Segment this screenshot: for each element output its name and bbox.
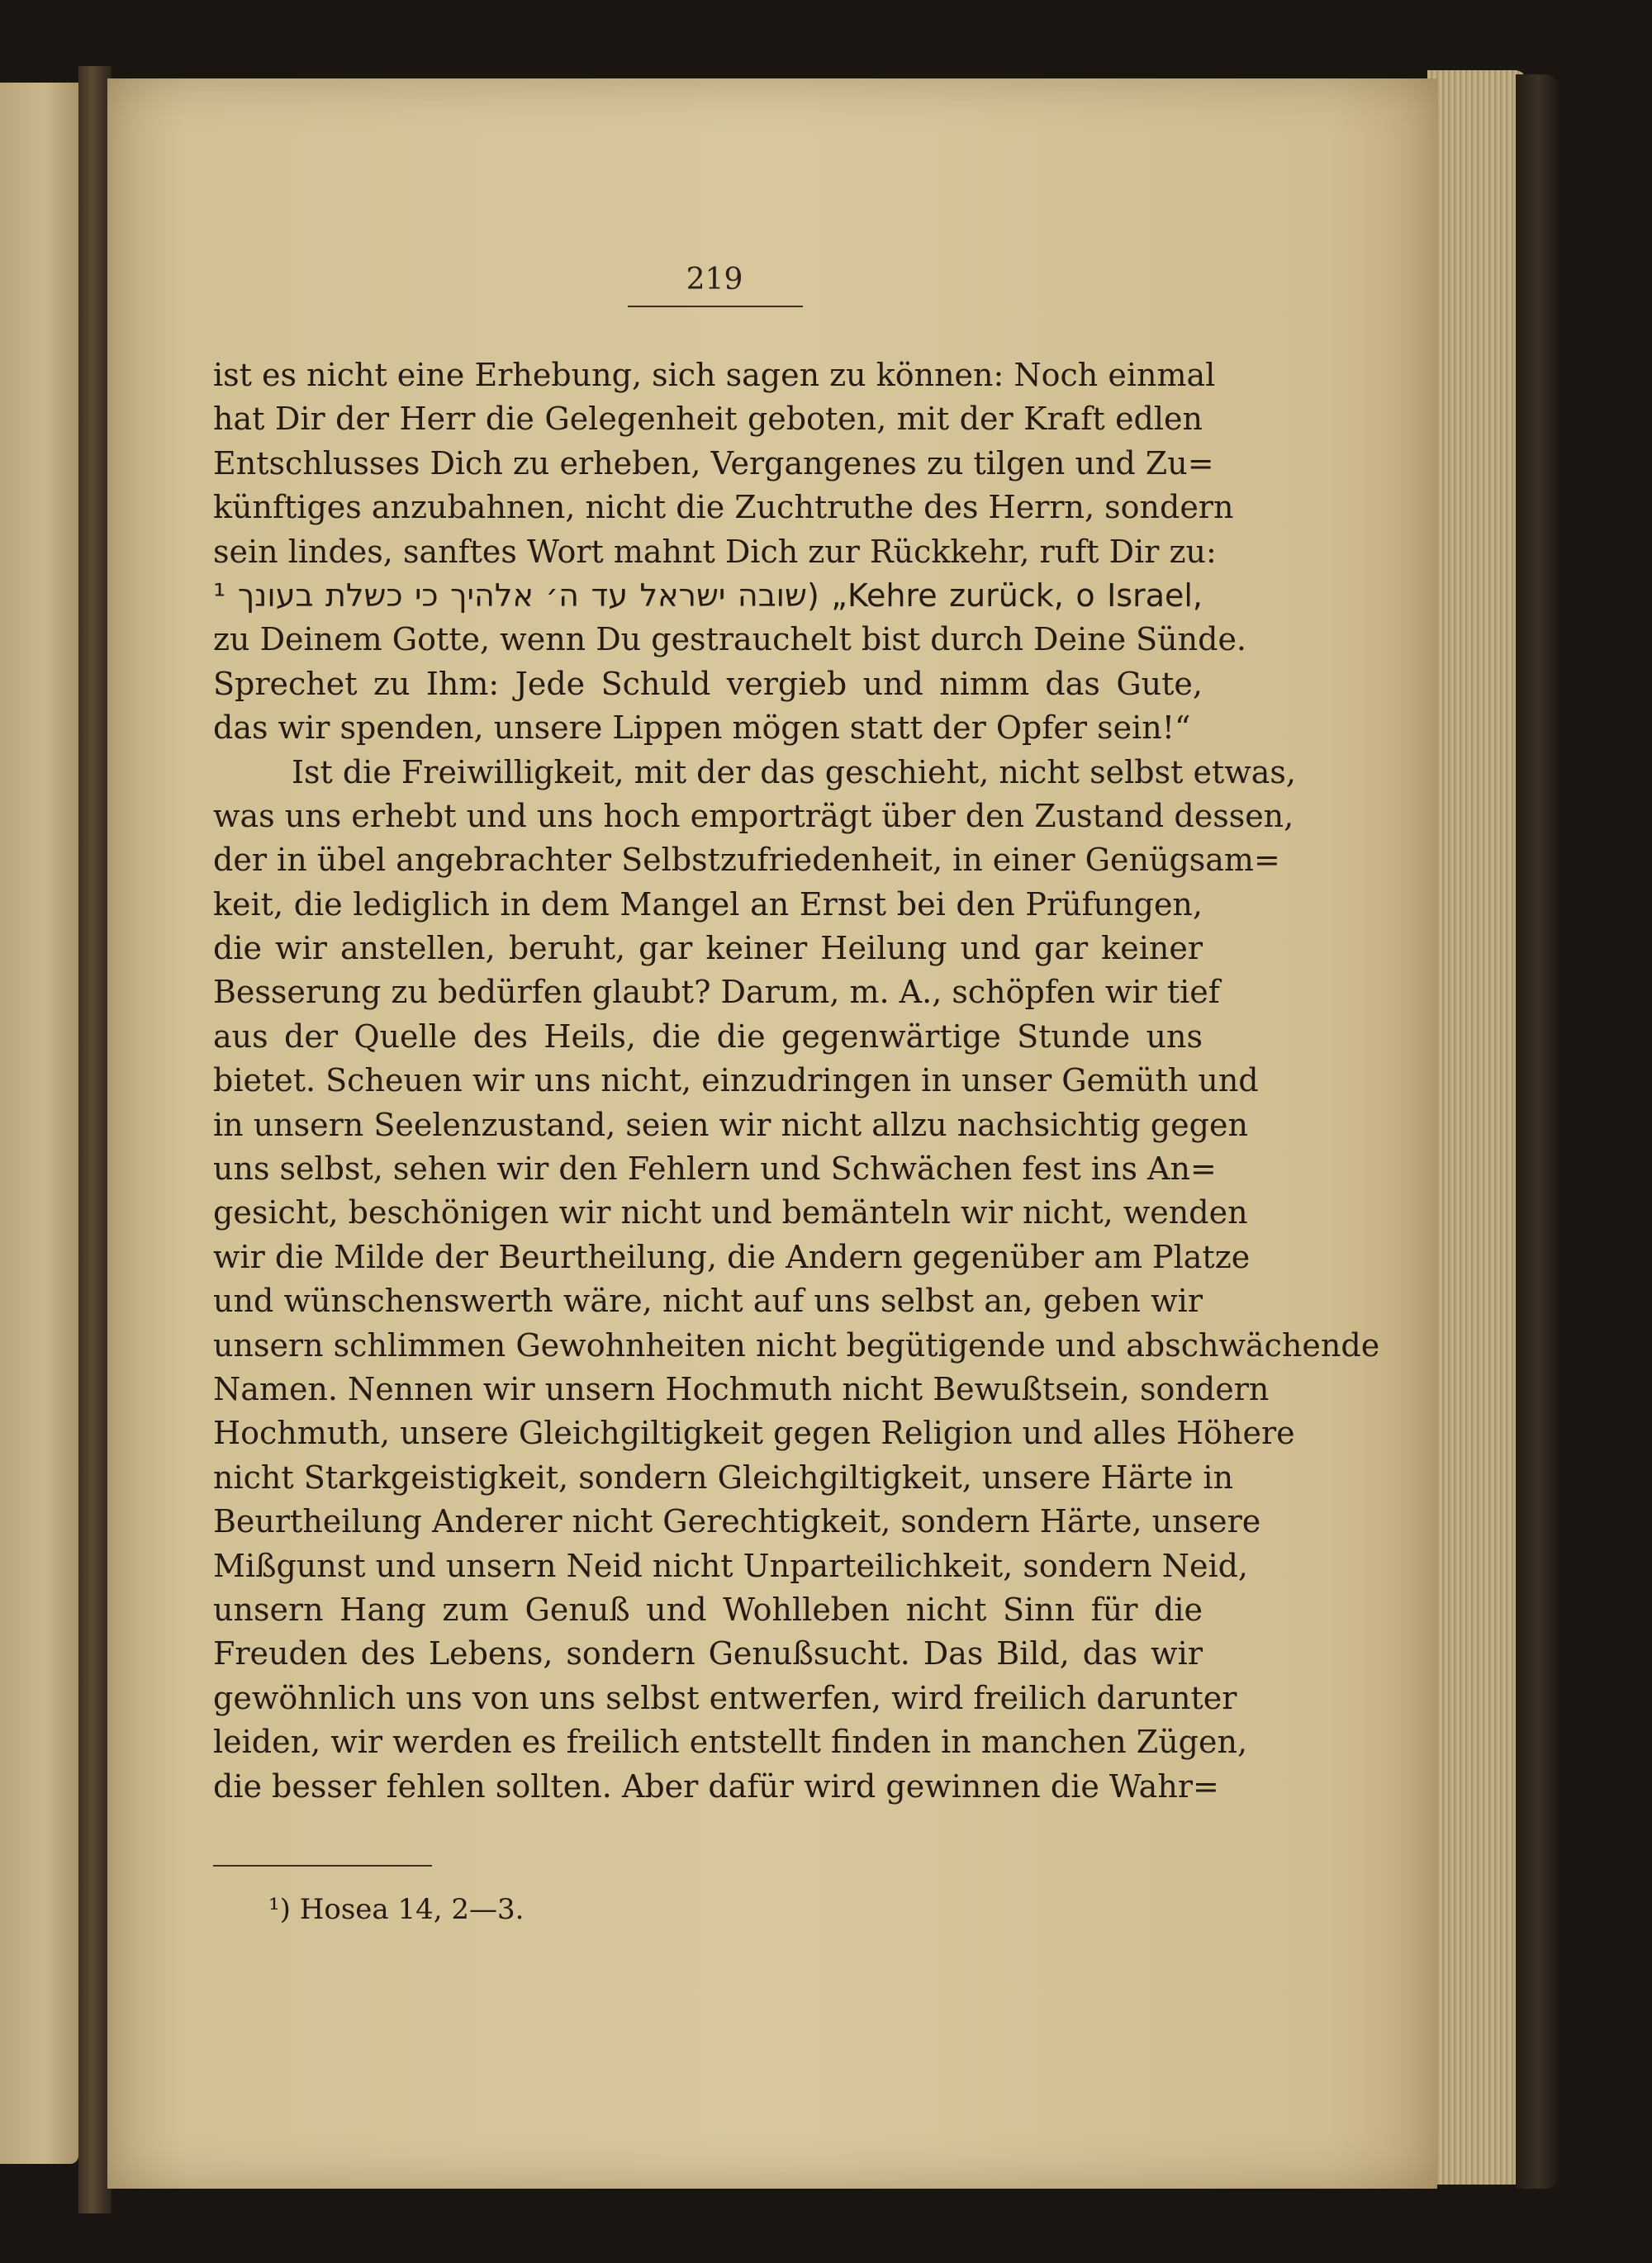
text-line: Besserung zu bedürfen glaubt? Darum, m. A., schöpfen wir tief [213, 974, 1220, 1011]
text-line: Sprechet zu Ihm: Jede Schuld vergieb und nimm das Gute, [213, 665, 1203, 702]
text-line: Beurtheilung Anderer nicht Gerechtigkeit, sondern Härte, unsere [213, 1503, 1261, 1540]
text-line: die besser fehlen sollten. Aber dafür wird gewinnen die Wahr= [213, 1767, 1219, 1805]
book-cover-edge [1516, 74, 1561, 2189]
text-line: die wir anstellen, beruht, gar keiner Heilung und gar keiner [213, 930, 1203, 967]
text-line: Mißgunst und unsern Neid nicht Unparteilichkeit, sondern Neid, [213, 1547, 1248, 1584]
text-line: Hochmuth, unsere Gleichgiltigkeit gegen Religion und alles Höhere [213, 1415, 1295, 1452]
footnote: ¹) Hosea 14, 2—3. [268, 1893, 525, 1926]
text-line: in unsern Seelenzustand, seien wir nicht allzu nachsichtig gegen [213, 1106, 1248, 1143]
text-line: bietet. Scheuen wir uns nicht, einzudringen in unser Gemüth und [213, 1062, 1259, 1099]
text-line: sein lindes, sanftes Wort mahnt Dich zur Rückkehr, ruft Dir zu: [213, 533, 1217, 570]
text-line: das wir spenden, unsere Lippen mögen statt der Opfer sein!“ [213, 709, 1191, 747]
book-spine [78, 66, 112, 2213]
text-line: nicht Starkgeistigkeit, sondern Gleichgiltigkeit, unsere Härte in [213, 1459, 1234, 1496]
text-line: was uns erhebt und uns hoch emporträgt über den Zustand dessen, [213, 797, 1294, 834]
body-text [213, 353, 1380, 1809]
text-line: zu Deinem Gotte, wenn Du gestrauchelt bist durch Deine Sünde. [213, 621, 1247, 658]
previous-page-edge [0, 83, 78, 2164]
text-line: und wünschenswerth wäre, nicht auf uns selbst an, geben wir [213, 1283, 1203, 1320]
text-line: unsern Hang zum Genuß und Wohlleben nicht Sinn für die [213, 1591, 1203, 1628]
text-line: hat Dir der Herr die Gelegenheit geboten, mit der Kraft edlen [213, 401, 1203, 438]
page-stack-edges [1427, 70, 1526, 2185]
text-line: gewöhnlich uns von uns selbst entwerfen, wird freilich darunter [213, 1679, 1237, 1716]
text-line: uns selbst, sehen wir den Fehlern und Schwächen fest ins An= [213, 1150, 1217, 1188]
header-rule [628, 306, 803, 307]
page-number: 219 [686, 263, 743, 297]
text-line: der in übel angebrachter Selbstzufriedenheit, in einer Genügsam= [213, 842, 1280, 879]
text-line: Namen. Nennen wir unsern Hochmuth nicht Bewußtsein, sondern [213, 1370, 1270, 1407]
text-line: gesicht, beschönigen wir nicht und bemänteln wir nicht, wenden [213, 1194, 1248, 1231]
text-line: unsern schlimmen Gewohnheiten nicht begütigende und abschwächende [213, 1326, 1380, 1364]
text-line: wir die Milde der Beurtheilung, die Andern gegenüber am Platze [213, 1238, 1251, 1275]
text-line: Freuden des Lebens, sondern Genußsucht. Das Bild, das wir [213, 1635, 1203, 1672]
text-line: aus der Quelle des Heils, die die gegenwärtige Stunde uns [213, 1018, 1203, 1055]
text-line: ist es nicht eine Erhebung, sich sagen zu können: Noch einmal [213, 357, 1216, 393]
paragraph-first-line: Ist die Freiwilligkeit, mit der das geschieht, nicht selbst etwas, [292, 753, 1296, 790]
text-line: keit, die lediglich in dem Mangel an Ernst bei den Prüfungen, [213, 885, 1203, 923]
text-line: künftiges anzubahnen, nicht die Zuchtruthe des Herrn, sondern [213, 489, 1234, 526]
text-line: Entschlusses Dich zu erheben, Vergangenes zu tilgen und Zu= [213, 444, 1214, 482]
text-line-hebrew-quote: שובה ישראל עד ה׳ אלהיך כי כשלת בעונך ¹) „Kehre zurück, o Israel, [213, 576, 1203, 614]
text-line: leiden, wir werden es freilich entstellt finden in manchen Zügen, [213, 1724, 1248, 1761]
footnote-rule [213, 1865, 432, 1867]
